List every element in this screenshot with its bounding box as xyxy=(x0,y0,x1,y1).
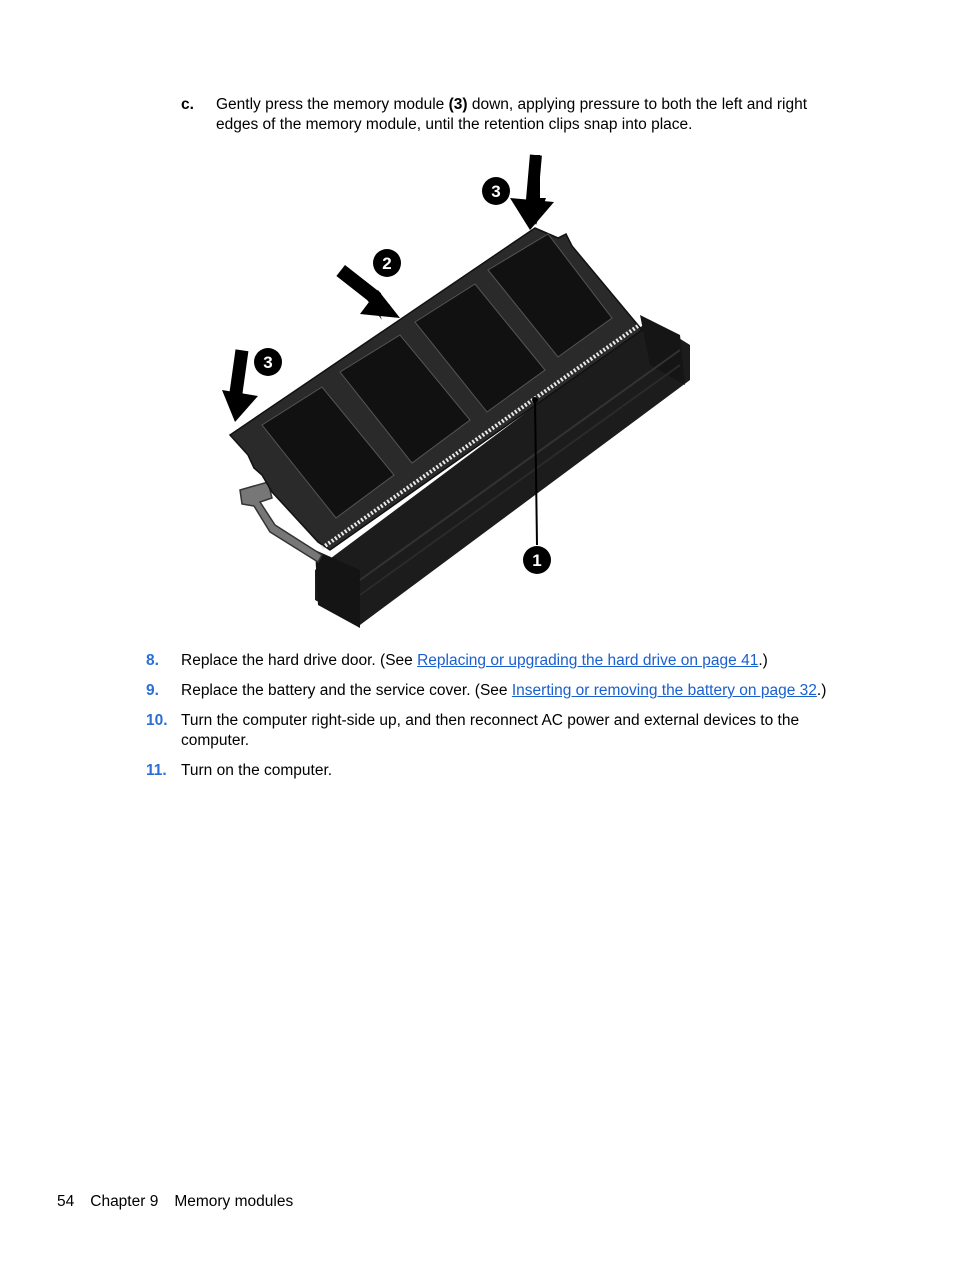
footer-chapter: Chapter 9 xyxy=(90,1193,159,1210)
substep-c xyxy=(181,95,841,135)
memory-module-svg xyxy=(210,150,710,630)
callout-leader-dot xyxy=(532,397,538,403)
steps-list xyxy=(146,651,856,791)
callout-3-top xyxy=(482,177,510,205)
step-number: 10. xyxy=(146,712,168,729)
memory-module-illustration xyxy=(210,150,710,630)
step-item: 10. Turn the computer right-side up, and then reconnect AC power and external devices to the computer. xyxy=(146,712,800,749)
step-number: 11. xyxy=(146,762,167,779)
link-battery[interactable]: Inserting or removing the battery on page 32 xyxy=(511,682,817,699)
svg-text:2: 2 xyxy=(382,254,392,273)
step-item: 9. Replace the battery and the service cover. (See Inserting or removing the battery on page 32.) xyxy=(146,682,827,699)
step-item: 11. Turn on the computer. xyxy=(146,762,333,779)
footer-section: Memory modules xyxy=(174,1193,294,1210)
substep-letter: c. xyxy=(181,96,194,113)
callout-2 xyxy=(373,249,401,277)
callout-1 xyxy=(523,546,551,574)
page-footer xyxy=(57,1192,309,1212)
step-number: 9. xyxy=(146,682,159,699)
page-number: 54 xyxy=(57,1193,75,1210)
substep-text: Gently press the memory module (3) down, applying pressure to both the left and right edges of the memory module, until the retention clips snap into place. xyxy=(216,96,808,133)
svg-text:3: 3 xyxy=(263,353,273,372)
svg-text:1: 1 xyxy=(532,551,542,570)
callout-ref: (3) xyxy=(448,96,468,113)
step-number: 8. xyxy=(146,652,159,669)
step-item: 8. Replace the hard drive door. (See Replacing or upgrading the hard drive on page 41.) xyxy=(146,652,768,669)
svg-text:3: 3 xyxy=(491,182,501,201)
callout-3-left xyxy=(254,348,282,376)
link-hard-drive[interactable]: Replacing or upgrading the hard drive on page 41 xyxy=(417,652,759,669)
